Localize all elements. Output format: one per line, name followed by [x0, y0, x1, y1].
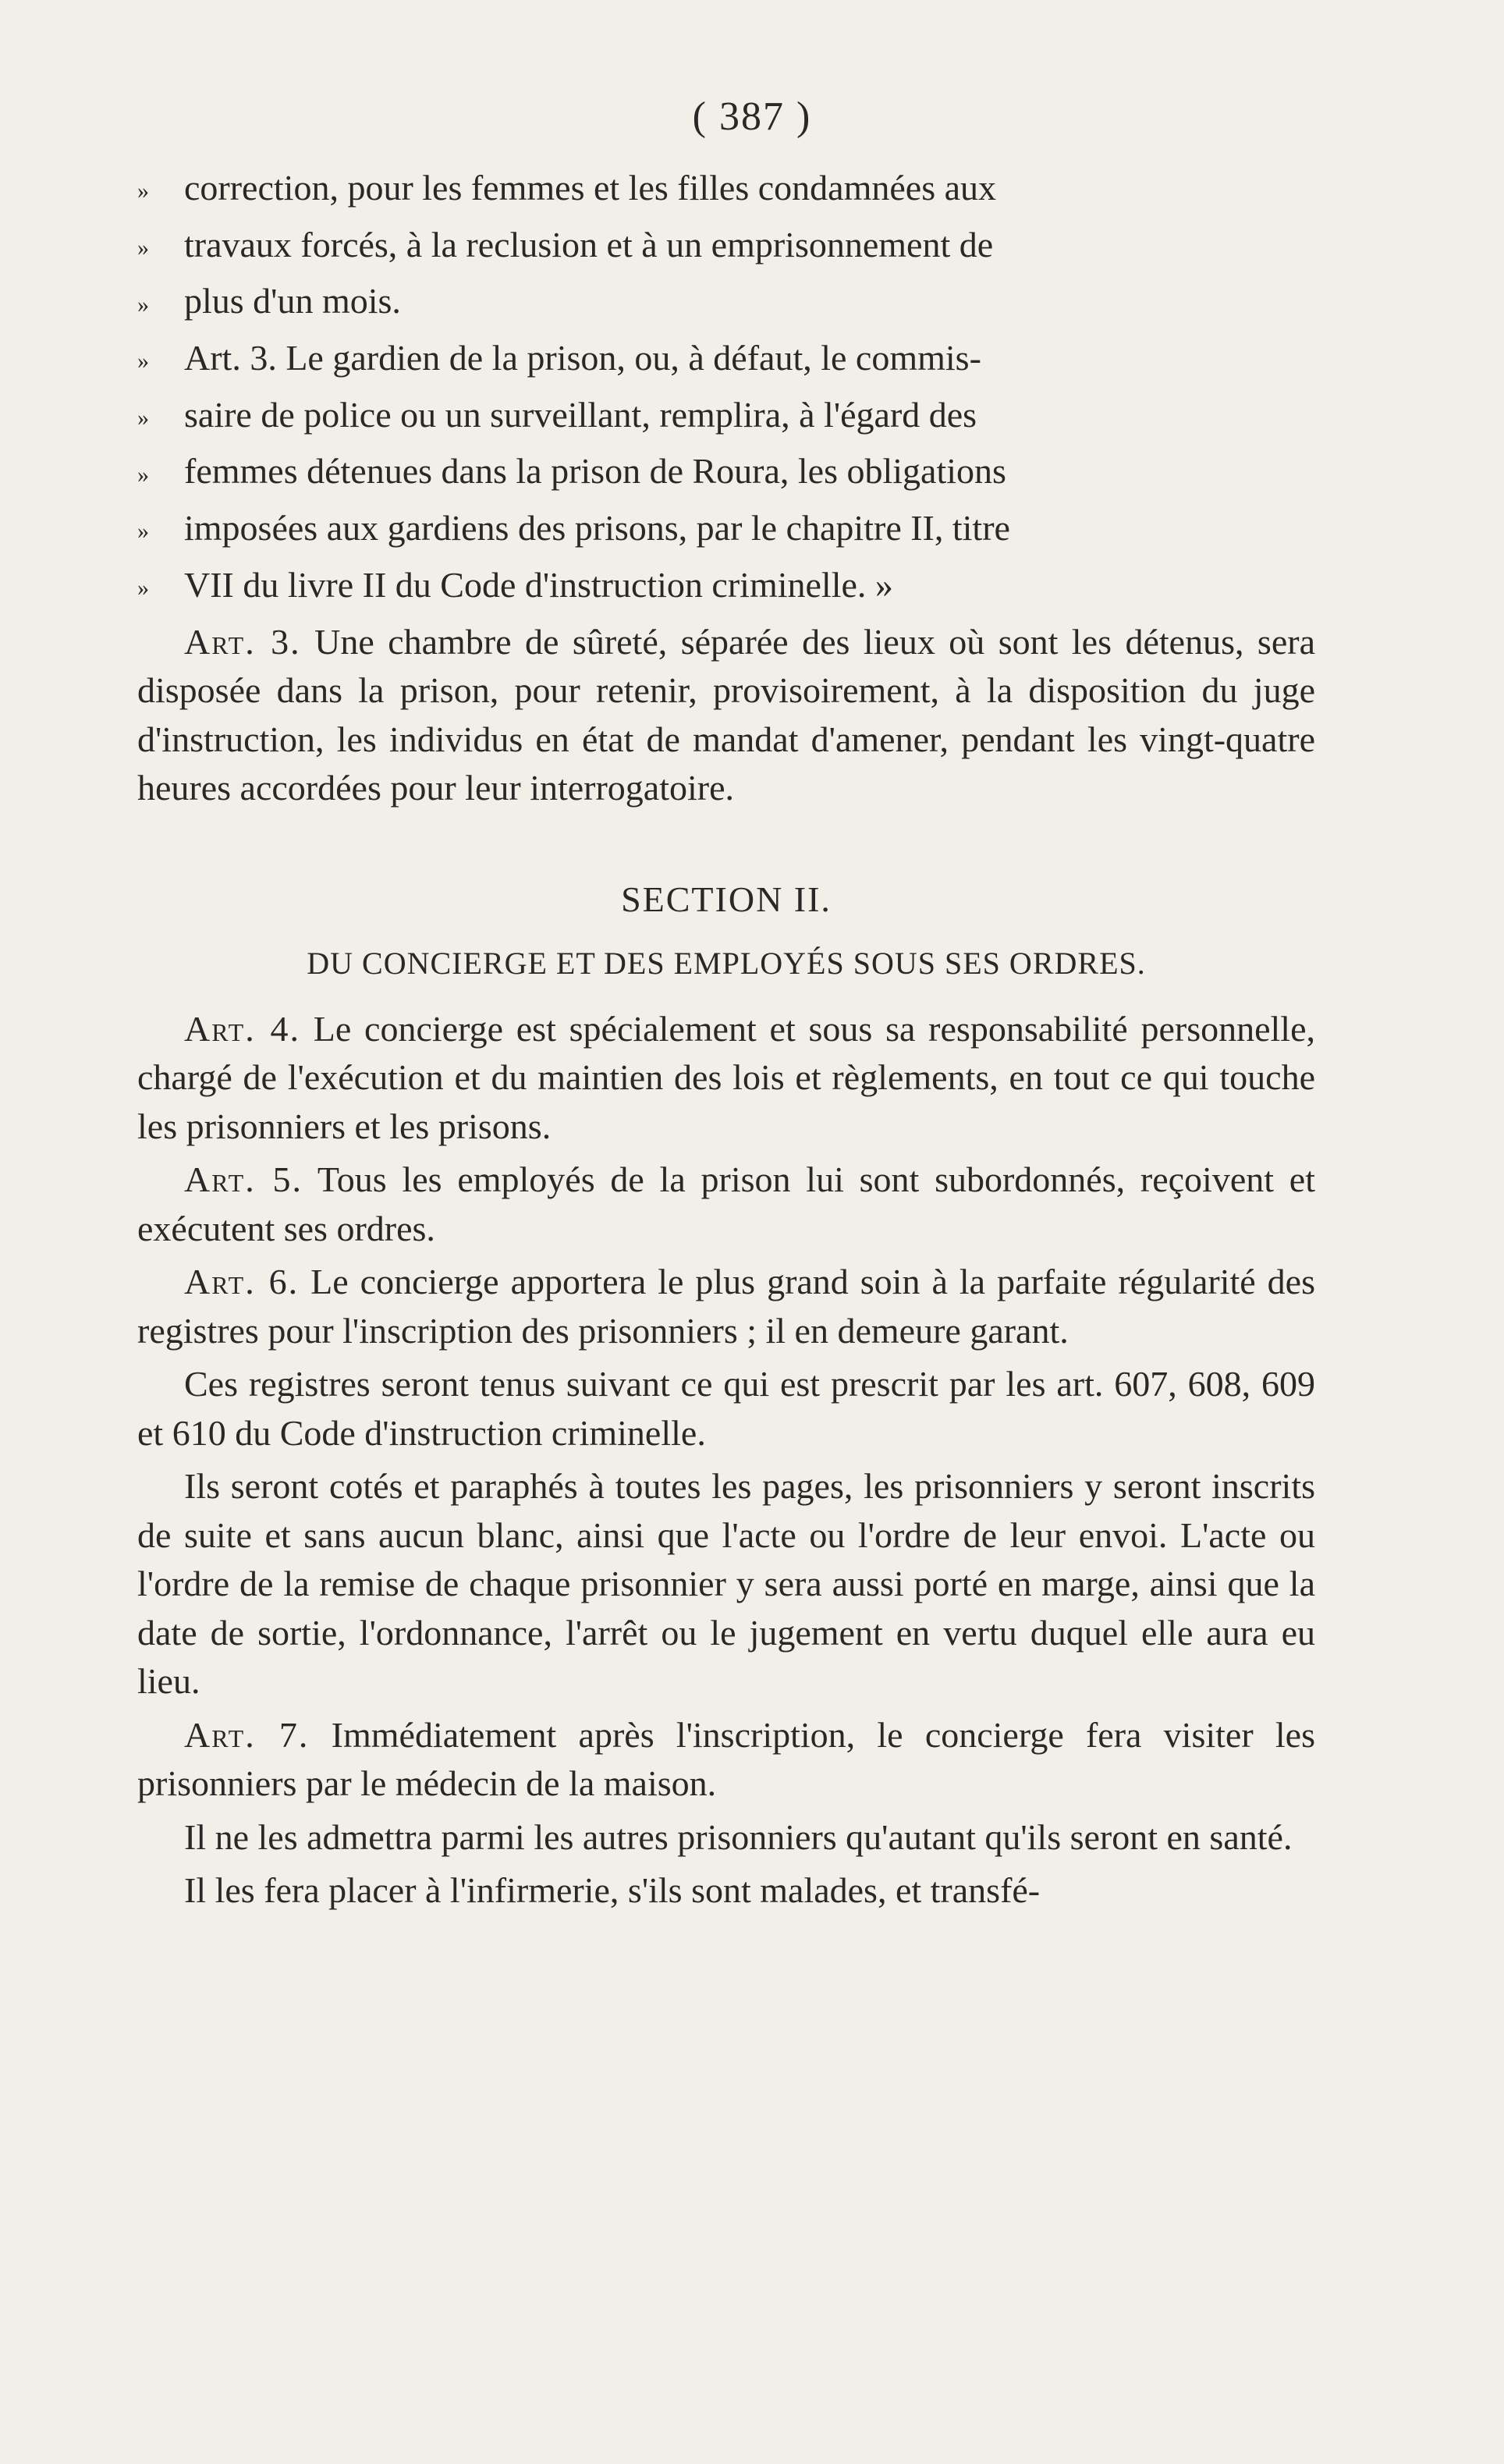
article-text: Le concierge apportera le plus grand soin à la parfaite régularité des registres pour l'inscription des prisonniers ; il en demeure garant.	[137, 1262, 1315, 1351]
quoted-line-1: » correction, pour les femmes et les filles condamnées aux	[137, 164, 1315, 216]
guillemet-mark: »	[137, 178, 149, 204]
paragraph-registres: Ces registres seront tenus suivant ce qui est prescrit par les art. 607, 608, 609 et 610 du Code d'instruction criminelle.	[137, 1364, 1315, 1453]
quoted-line-3: » plus d'un mois.	[137, 277, 1315, 329]
page-number: ( 387 )	[692, 94, 812, 139]
quoted-line-4: » Art. 3. Le gardien de la prison, ou, à défaut, le commis-	[137, 334, 1315, 386]
section-title: SECTION II.	[621, 879, 832, 919]
article-6	[137, 1258, 1315, 1355]
paragraph-cotes: Ils seront cotés et paraphés à toutes les pages, les prisonniers y seront inscrits de suite et sans aucun blanc, ainsi que l'acte ou l'ordre de leur envoi. L'acte ou l'ordre de la remise de chaque prisonnier y sera aussi porté en marge, ainsi que la date de sortie, l'ordonnance, l'arrêt ou le jugement en vertu duquel elle aura eu lieu.	[137, 1466, 1315, 1701]
article-7	[137, 1711, 1315, 1809]
article-label: Art. 5.	[184, 1159, 303, 1199]
guillemet-mark: »	[137, 575, 149, 601]
guillemet-mark: »	[137, 518, 149, 545]
body-text	[137, 164, 1315, 1920]
quoted-line-6: » femmes détenues dans la prison de Roura, les obligations	[137, 447, 1315, 499]
article-4	[137, 1005, 1315, 1152]
article-label: Art. 7.	[184, 1714, 310, 1755]
guillemet-mark: »	[137, 348, 149, 375]
guillemet-mark: »	[137, 234, 149, 261]
guillemet-mark: »	[137, 291, 149, 318]
quoted-line-7: » imposées aux gardiens des prisons, par le chapitre II, titre	[137, 504, 1315, 556]
article-text: Immédiatement après l'inscription, le concierge fera visiter les prisonniers par le médecin de la maison.	[137, 1714, 1315, 1803]
section-subtitle: DU CONCIERGE ET DES EMPLOYÉS SOUS SES ORDRES.	[307, 945, 1146, 981]
article-label: Art. 4.	[184, 1008, 300, 1049]
article-3	[137, 618, 1315, 813]
article-text: Une chambre de sûreté, séparée des lieux où sont les détenus, sera disposée dans la prison, pour retenir, provisoirement, à la disposition du juge d'instruction, les individus en état de mandat d'amener, pendant les vingt-quatre heures accordées pour leur interrogatoire.	[137, 621, 1315, 808]
paragraph-admettra: Il ne les admettra parmi les autres prisonniers qu'autant qu'ils seront en santé.	[184, 1816, 1293, 1857]
guillemet-mark: »	[137, 461, 149, 488]
quoted-line-8: » VII du livre II du Code d'instruction criminelle. »	[137, 561, 1315, 613]
article-text: Tous les employés de la prison lui sont subordonnés, reçoivent et exécutent ses ordres.	[137, 1159, 1315, 1248]
quoted-line-5: » saire de police ou un surveillant, remplira, à l'égard des	[137, 391, 1315, 443]
paragraph-fera: Il les fera placer à l'infirmerie, s'ils sont malades, et transfé-	[184, 1870, 1041, 1910]
article-label: Art. 3.	[184, 621, 301, 662]
guillemet-mark: »	[137, 404, 149, 431]
article-5	[137, 1156, 1315, 1253]
article-text: Le concierge est spécialement et sous sa responsabilité personnelle, chargé de l'exécution et du maintien des lois et règlements, en tout ce qui touche les prisonniers et les prisons.	[137, 1008, 1315, 1146]
quoted-line-2: » travaux forcés, à la reclusion et à un emprisonnement de	[137, 221, 1315, 273]
article-label: Art. 6.	[184, 1262, 300, 1301]
